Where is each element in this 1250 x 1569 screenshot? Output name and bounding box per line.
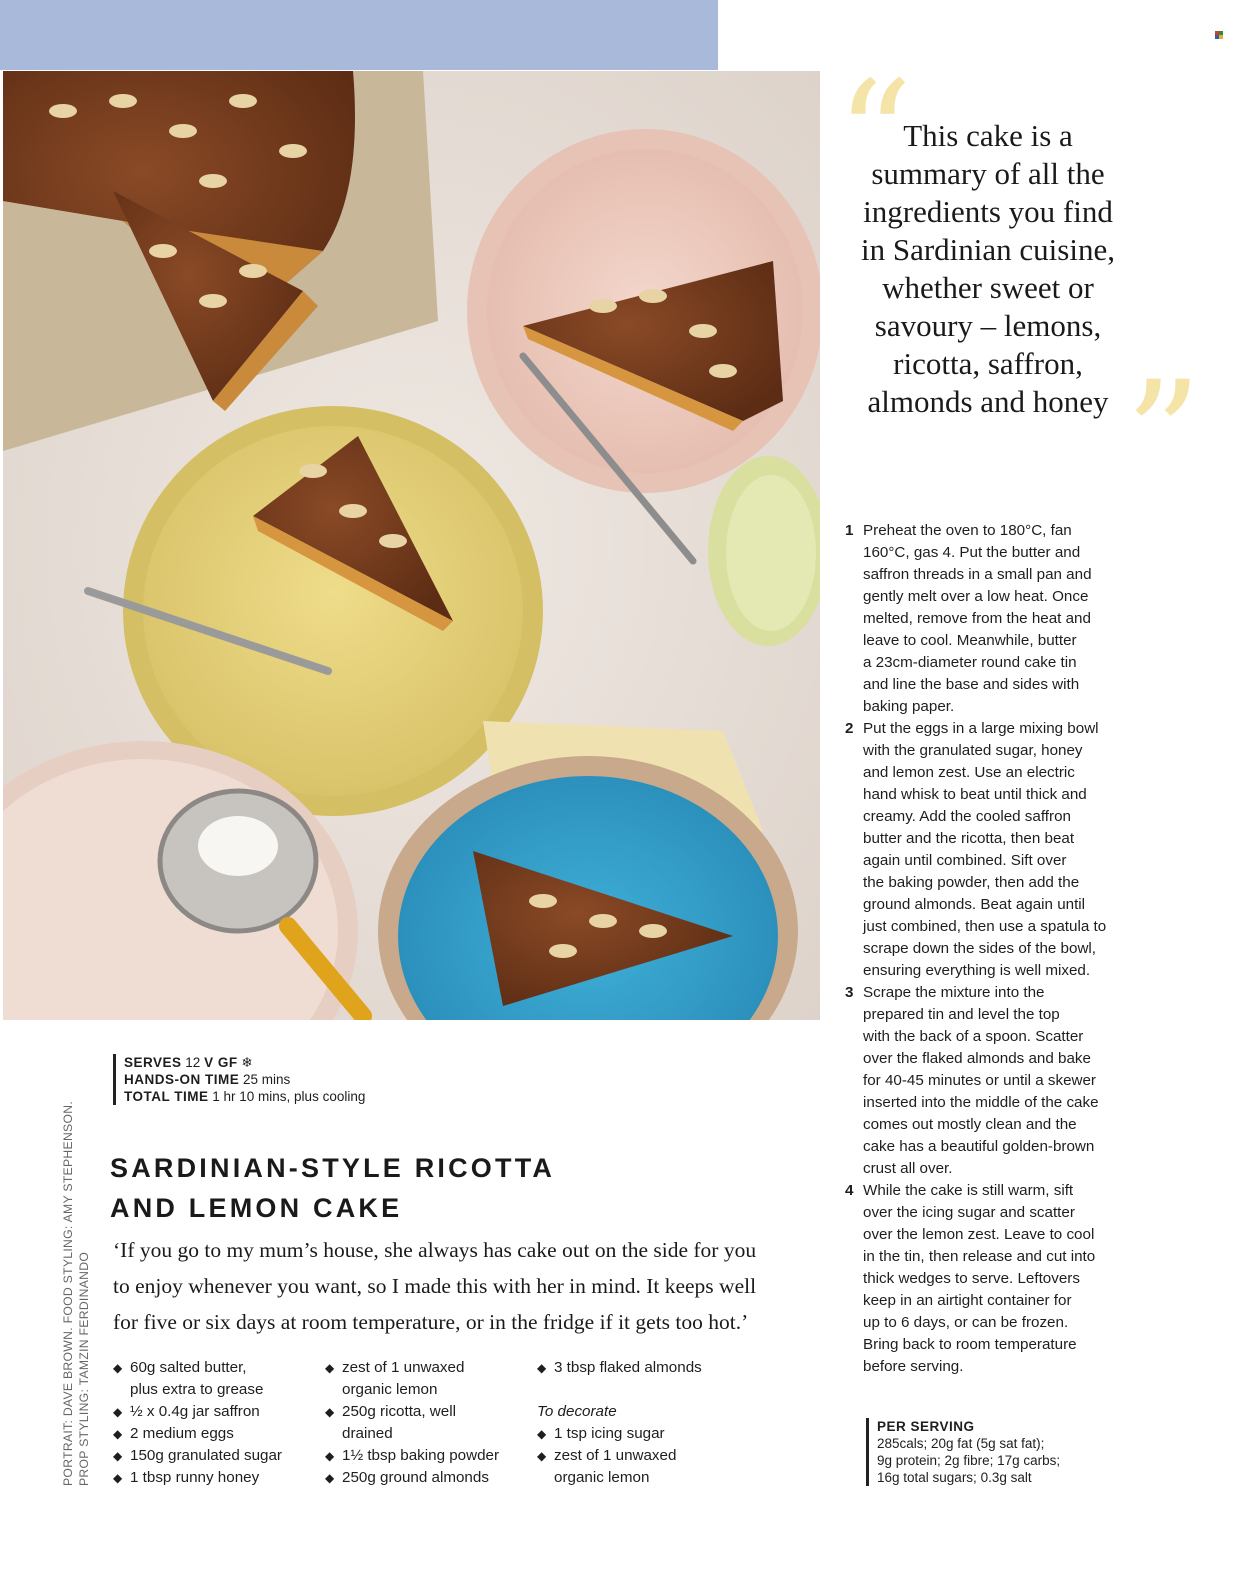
ingredient-item bbox=[325, 1445, 499, 1467]
nutrition-box bbox=[866, 1418, 1060, 1486]
nutrition-heading: PER SERVING bbox=[877, 1419, 975, 1434]
step-text-line: Bring back to room temperature bbox=[863, 1336, 1077, 1353]
method-steps bbox=[845, 520, 1145, 1378]
ingredient-text: zest of 1 unwaxed bbox=[342, 1359, 465, 1376]
nutrition-line: 9g protein; 2g fibre; 17g carbs; bbox=[877, 1453, 1061, 1468]
diamond-bullet-icon: ◆ bbox=[537, 1427, 547, 1441]
recipe-title bbox=[110, 1148, 555, 1228]
title-line: AND LEMON CAKE bbox=[110, 1193, 403, 1223]
header-color-band bbox=[0, 0, 718, 70]
step-text-line: and line the base and sides with bbox=[863, 676, 1080, 693]
step-text-line: with the granulated sugar, honey bbox=[863, 742, 1083, 759]
step-text-line: While the cake is still warm, sift bbox=[863, 1182, 1074, 1199]
step-text-line: crust all over. bbox=[863, 1160, 953, 1177]
step-text-line: over the icing sugar and scatter bbox=[863, 1204, 1075, 1221]
step-number: 3 bbox=[845, 984, 854, 1001]
ingredient-item bbox=[113, 1423, 282, 1445]
close-quote-mark: ” bbox=[1125, 350, 1202, 524]
ingredient-text: ½ x 0.4g jar saffron bbox=[130, 1403, 260, 1420]
step-text-line: prepared tin and level the top bbox=[863, 1006, 1060, 1023]
step-text-line: over the lemon zest. Leave to cool bbox=[863, 1226, 1095, 1243]
step-text-line: ground almonds. Beat again until bbox=[863, 896, 1086, 913]
step-text-line: Put the eggs in a large mixing bowl bbox=[863, 720, 1099, 737]
diet-tags: V GF bbox=[204, 1055, 238, 1070]
step-text-line: keep in an airtight container for bbox=[863, 1292, 1072, 1309]
serves-value: 12 bbox=[185, 1055, 201, 1070]
intro-line: ‘If you go to my mum’s house, she always has cake out on the side for you bbox=[113, 1238, 757, 1262]
diamond-bullet-icon: ◆ bbox=[325, 1361, 335, 1375]
pull-quote-line: whether sweet or bbox=[882, 270, 1094, 305]
serves-label: SERVES bbox=[124, 1055, 182, 1070]
corner-logo-mark bbox=[1215, 31, 1223, 39]
diamond-bullet-icon: ◆ bbox=[113, 1449, 123, 1463]
pull-quote-line: almonds and honey bbox=[867, 384, 1109, 419]
decorate-heading: To decorate bbox=[537, 1403, 617, 1420]
serves-row bbox=[124, 1054, 365, 1071]
ingredient-item bbox=[325, 1357, 499, 1401]
spacer bbox=[537, 1379, 702, 1401]
pull-quote-line: summary of all the bbox=[871, 156, 1105, 191]
step-text-line: 160°C, gas 4. Put the butter and bbox=[863, 544, 1081, 561]
hands-on-label: HANDS-ON TIME bbox=[124, 1072, 240, 1087]
ingredient-text: organic lemon bbox=[554, 1469, 650, 1486]
ingredients-column-1 bbox=[113, 1357, 282, 1489]
diamond-bullet-icon: ◆ bbox=[325, 1405, 335, 1419]
nutrition-line: 285cals; 20g fat (5g sat fat); bbox=[877, 1436, 1045, 1451]
cake-photo-illustration bbox=[3, 71, 820, 1020]
photo-credits bbox=[60, 1076, 92, 1486]
open-quote-mark: “ bbox=[836, 50, 913, 224]
ingredient-text: organic lemon bbox=[342, 1381, 438, 1398]
freeze-icon: ❄ bbox=[241, 1055, 253, 1070]
step-text-line: for 40-45 minutes or until a skewer bbox=[863, 1072, 1096, 1089]
ingredient-item bbox=[113, 1401, 282, 1423]
diamond-bullet-icon: ◆ bbox=[325, 1471, 335, 1485]
ingredient-text: drained bbox=[342, 1425, 393, 1442]
recipe-meta bbox=[113, 1054, 365, 1105]
ingredient-item bbox=[113, 1445, 282, 1467]
pull-quote-line: savoury – lemons, bbox=[874, 308, 1102, 343]
step-text-line: comes out mostly clean and the bbox=[863, 1116, 1077, 1133]
ingredient-text: 2 medium eggs bbox=[130, 1425, 234, 1442]
step-text-line: a 23cm-diameter round cake tin bbox=[863, 654, 1077, 671]
ingredients-column-2 bbox=[325, 1357, 499, 1489]
credit-line: PORTRAIT: DAVE BROWN. FOOD STYLING: AMY STEPHENSON. bbox=[61, 1100, 75, 1486]
ingredient-item bbox=[113, 1357, 282, 1401]
ingredient-item bbox=[537, 1423, 702, 1445]
pull-quote bbox=[846, 117, 1130, 421]
diamond-bullet-icon: ◆ bbox=[113, 1427, 123, 1441]
ingredient-text: zest of 1 unwaxed bbox=[554, 1447, 677, 1464]
method-step bbox=[845, 1180, 1145, 1378]
diamond-bullet-icon: ◆ bbox=[537, 1361, 547, 1375]
ingredient-item bbox=[325, 1467, 499, 1489]
title-line: SARDINIAN-STYLE RICOTTA bbox=[110, 1153, 556, 1183]
pull-quote-line: This cake is a bbox=[903, 118, 1073, 153]
step-text-line: over the flaked almonds and bake bbox=[863, 1050, 1091, 1067]
nutrition-line: 16g total sugars; 0.3g salt bbox=[877, 1470, 1032, 1485]
step-text-line: butter and the ricotta, then beat bbox=[863, 830, 1075, 847]
ingredient-text: 60g salted butter, bbox=[130, 1359, 247, 1376]
step-text-line: the baking powder, then add the bbox=[863, 874, 1080, 891]
step-text-line: up to 6 days, or can be frozen. bbox=[863, 1314, 1069, 1331]
step-text-line: Preheat the oven to 180°C, fan bbox=[863, 522, 1072, 539]
ingredient-text: 150g granulated sugar bbox=[130, 1447, 282, 1464]
diamond-bullet-icon: ◆ bbox=[113, 1361, 123, 1375]
ingredient-text: 250g ground almonds bbox=[342, 1469, 489, 1486]
step-text-line: Scrape the mixture into the bbox=[863, 984, 1045, 1001]
step-text-line: and lemon zest. Use an electric bbox=[863, 764, 1075, 781]
step-number: 1 bbox=[845, 522, 854, 539]
total-time-value: 1 hr 10 mins, plus cooling bbox=[212, 1089, 366, 1104]
ingredient-text: 3 tbsp flaked almonds bbox=[554, 1359, 702, 1376]
step-text-line: cake has a beautiful golden-brown bbox=[863, 1138, 1095, 1155]
ingredient-item bbox=[113, 1467, 282, 1489]
diamond-bullet-icon: ◆ bbox=[113, 1405, 123, 1419]
step-text-line: in the tin, then release and cut into bbox=[863, 1248, 1096, 1265]
method-step bbox=[845, 520, 1145, 718]
step-text-line: before serving. bbox=[863, 1358, 964, 1375]
intro-line: to enjoy whenever you want, so I made this with her in mind. It keeps well bbox=[113, 1274, 757, 1298]
credit-line: PROP STYLING: TAMZIN FERDINANDO bbox=[77, 1251, 91, 1486]
step-number: 2 bbox=[845, 720, 854, 737]
pull-quote-line: ricotta, saffron, bbox=[893, 346, 1083, 381]
ingredient-item bbox=[537, 1445, 702, 1489]
step-text-line: gently melt over a low heat. Once bbox=[863, 588, 1089, 605]
ingredient-text: 1 tbsp runny honey bbox=[130, 1469, 260, 1486]
diamond-bullet-icon: ◆ bbox=[325, 1449, 335, 1463]
total-time-row bbox=[124, 1088, 365, 1105]
step-text-line: baking paper. bbox=[863, 698, 955, 715]
step-text-line: scrape down the sides of the bowl, bbox=[863, 940, 1097, 957]
ingredient-item bbox=[537, 1357, 702, 1379]
hands-on-row bbox=[124, 1071, 365, 1088]
pull-quote-line: ingredients you find bbox=[863, 194, 1113, 229]
method-step bbox=[845, 718, 1145, 982]
step-text-line: melted, remove from the heat and bbox=[863, 610, 1091, 627]
ingredient-text: 1½ tbsp baking powder bbox=[342, 1447, 500, 1464]
step-text-line: leave to cool. Meanwhile, butter bbox=[863, 632, 1077, 649]
diamond-bullet-icon: ◆ bbox=[537, 1449, 547, 1463]
total-time-label: TOTAL TIME bbox=[124, 1089, 209, 1104]
cake-photo bbox=[3, 71, 820, 1020]
step-text-line: ensuring everything is well mixed. bbox=[863, 962, 1091, 979]
step-text-line: inserted into the middle of the cake bbox=[863, 1094, 1099, 1111]
ingredient-text: plus extra to grease bbox=[130, 1381, 264, 1398]
ingredients-column-3 bbox=[537, 1357, 702, 1489]
step-text-line: creamy. Add the cooled saffron bbox=[863, 808, 1071, 825]
step-text-line: saffron threads in a small pan and bbox=[863, 566, 1092, 583]
diamond-bullet-icon: ◆ bbox=[113, 1471, 123, 1485]
step-text-line: just combined, then use a spatula to bbox=[863, 918, 1107, 935]
ingredient-text: 1 tsp icing sugar bbox=[554, 1425, 665, 1442]
pull-quote-line: in Sardinian cuisine, bbox=[861, 232, 1115, 267]
hands-on-value: 25 mins bbox=[243, 1072, 291, 1087]
step-number: 4 bbox=[845, 1182, 854, 1199]
step-text-line: thick wedges to serve. Leftovers bbox=[863, 1270, 1080, 1287]
ingredient-text: 250g ricotta, well bbox=[342, 1403, 456, 1420]
step-text-line: with the back of a spoon. Scatter bbox=[863, 1028, 1084, 1045]
method-step bbox=[845, 982, 1145, 1180]
step-text-line: hand whisk to beat until thick and bbox=[863, 786, 1087, 803]
intro-line: for five or six days at room temperature, or in the fridge if it gets too hot.’ bbox=[113, 1310, 749, 1334]
recipe-intro bbox=[113, 1232, 833, 1340]
step-text-line: again until combined. Sift over bbox=[863, 852, 1067, 869]
ingredient-item bbox=[325, 1401, 499, 1445]
